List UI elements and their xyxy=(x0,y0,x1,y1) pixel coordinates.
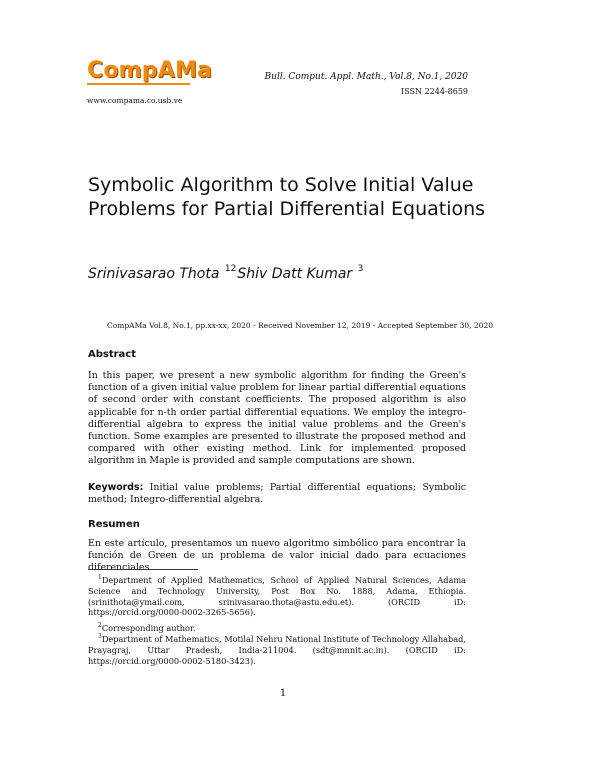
keywords xyxy=(88,482,466,506)
publication-info: CompAMa Vol.8, No.1, pp.xx-xx, 2020 - Received November 12, 2019 - Accepted September 30, 2020 xyxy=(106,321,494,330)
issn: ISSN 2244-8659 xyxy=(401,87,468,96)
footnote-mark: 2 xyxy=(98,622,102,629)
resumen-text: En este artículo, presentamos un nuevo algoritmo simbólico para encontrar la función de Green de un problema de valor inicial dado para ecuaciones diferenciales xyxy=(88,538,466,574)
author-name: Shiv Datt Kumar xyxy=(237,266,353,282)
footnote-text: Department of Applied Mathematics, School of Applied Natural Sciences, Adama Science and Technology University, Post Box No. 1888, Adama, Ethiopia. (srinithota@ymail.com, srinivasarao.thota@astu.edu.et). (ORCID iD: https://orcid.org/0000-0002-3265-5656). xyxy=(88,575,466,618)
footnote-text: Department of Mathematics, Motilal Nehru National Institute of Technology Allahabad, Prayagraj, Uttar Pradesh, India-211004. (sdt@mnnit.ac.in). (ORCID iD: https://orcid.org/0000-0002-5180-3423). xyxy=(88,634,466,666)
author-affiliation-mark: 12 xyxy=(224,264,237,274)
journal-website-link[interactable]: www.compama.co.usb.ve xyxy=(87,96,183,105)
journal-logo: CompAMa xyxy=(87,58,213,83)
footnote-mark: 1 xyxy=(98,574,102,581)
keywords-text: Initial value problems; Partial differential equations; Symbolic method; Integro-differential algebra. xyxy=(88,482,467,506)
footnote-rule xyxy=(88,569,198,570)
author-affiliation-mark: 3 xyxy=(357,264,364,274)
logo-underline xyxy=(87,83,190,85)
author-line xyxy=(88,264,364,282)
author-name: Srinivasarao Thota xyxy=(88,266,220,282)
journal-citation: Bull. Comput. Appl. Math., Vol.8, No.1, 2020 xyxy=(264,72,468,82)
abstract-heading: Abstract xyxy=(88,349,137,360)
footnote-3 xyxy=(88,632,466,666)
page-number: 1 xyxy=(279,688,287,699)
footnote-1 xyxy=(88,573,466,618)
keywords-label: Keywords: xyxy=(88,482,144,493)
footnote-text: Corresponding author. xyxy=(101,623,196,633)
abstract-text: In this paper, we present a new symbolic algorithm for finding the Green's function of a given initial value problem for linear partial differential equations of second order with constant coefficients. The proposed algorithm is also applicable for n-th order partial differential equations. We employ the integro-differential algebra to express the initial value problems and the Green's function. Some examples are presented to illustrate the proposed method and compared with other existing method. Link for implemented proposed algorithm in Maple is provided and sample computations are shown. xyxy=(88,370,466,467)
paper-title: Symbolic Algorithm to Solve Initial Value Problems for Partial Differential Equations xyxy=(88,174,486,220)
resumen-heading: Resumen xyxy=(88,519,140,530)
footnote-mark: 3 xyxy=(98,633,102,640)
